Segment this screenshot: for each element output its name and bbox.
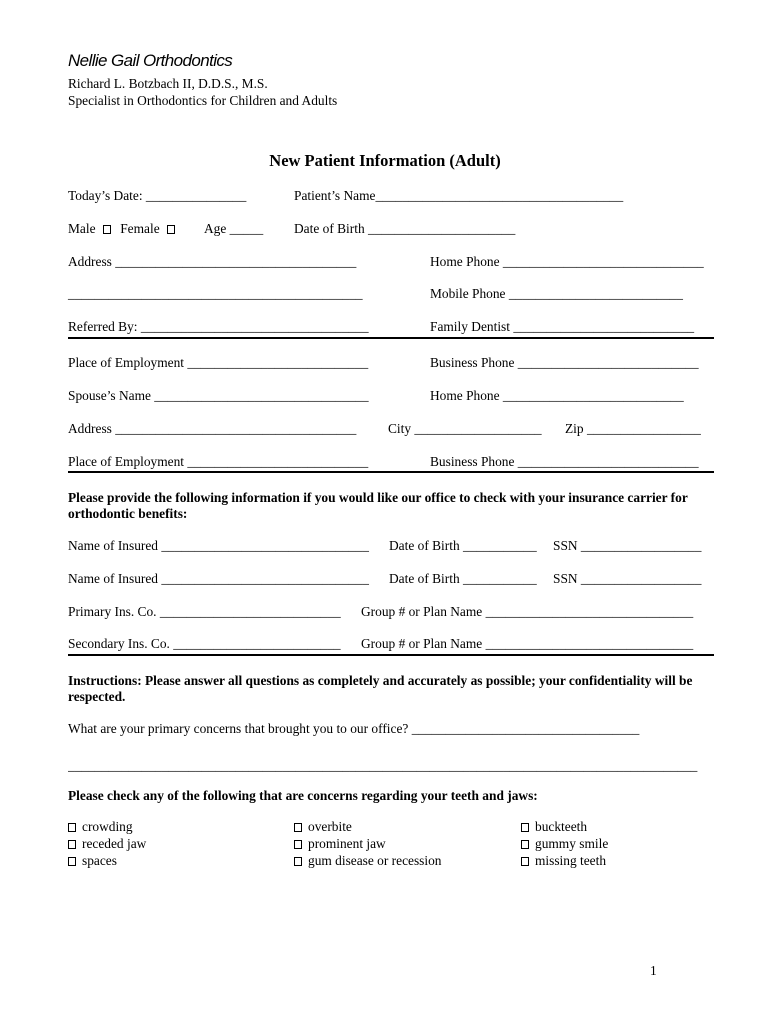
checkbox-icon[interactable] (521, 823, 529, 832)
checkbox-icon[interactable] (68, 857, 76, 866)
female-checkbox[interactable] (167, 225, 175, 234)
section-divider (68, 337, 714, 339)
name-of-insured-2-field[interactable]: Name of Insured _______________________________ (68, 571, 369, 586)
checkbox-icon[interactable] (68, 840, 76, 849)
age-field[interactable]: Age _____ (204, 221, 264, 236)
insurance-intro: Please provide the following information if you would like our office to check with your insurance carrier for orthodontic benefits: (68, 490, 688, 521)
concern-option-gummy-smile[interactable]: gummy smile (521, 836, 608, 852)
zip-field[interactable]: Zip _________________ (565, 421, 701, 436)
concern-option-missing-teeth[interactable]: missing teeth (521, 853, 606, 869)
todays-date-field[interactable]: Today’s Date: _______________ (68, 188, 247, 203)
primary-concerns-field[interactable]: What are your primary concerns that brought you to our office? __________________________________ (68, 721, 640, 736)
spouse-home-phone-field[interactable]: Home Phone ___________________________ (430, 388, 684, 403)
home-phone-field[interactable]: Home Phone ______________________________ (430, 254, 704, 269)
spouse-business-phone-field[interactable]: Business Phone ___________________________ (430, 454, 699, 469)
patients-name-field[interactable]: Patient’s Name_____________________________________ (294, 188, 624, 203)
specialty: Specialist in Orthodontics for Children and Adults (68, 93, 338, 108)
city-field[interactable]: City ___________________ (388, 421, 542, 436)
concern-option-prominent-jaw[interactable]: prominent jaw (294, 836, 386, 852)
gender-male[interactable] (68, 221, 181, 237)
family-dentist-field[interactable]: Family Dentist ___________________________ (430, 319, 695, 334)
mobile-phone-field[interactable]: Mobile Phone __________________________ (430, 286, 683, 301)
business-phone-field[interactable]: Business Phone ___________________________ (430, 355, 699, 370)
address-field[interactable]: Address ____________________________________ (68, 254, 357, 269)
concern-option-spaces[interactable]: spaces (68, 853, 117, 869)
section-divider (68, 654, 714, 656)
primary-ins-field[interactable]: Primary Ins. Co. ___________________________ (68, 604, 341, 619)
address-line2-field[interactable]: ____________________________________________ (68, 286, 363, 301)
name-of-insured-1-field[interactable]: Name of Insured _______________________________ (68, 538, 369, 553)
spouse-address-field[interactable]: Address ____________________________________ (68, 421, 357, 436)
form-title: New Patient Information (Adult) (269, 151, 501, 170)
insured-1-dob-field[interactable]: Date of Birth ___________ (389, 538, 537, 553)
place-of-employment-field[interactable]: Place of Employment ___________________________ (68, 355, 369, 370)
male-checkbox[interactable] (103, 225, 111, 234)
checkbox-icon[interactable] (294, 840, 302, 849)
insured-1-ssn-field[interactable]: SSN __________________ (553, 538, 702, 553)
group-plan-1-field[interactable]: Group # or Plan Name _______________________________ (361, 604, 694, 619)
doctor-name: Richard L. Botzbach II, D.D.S., M.S. (68, 76, 268, 91)
instructions-text: Instructions: Please answer all questions as completely and accurately as possible; your confidentiality will be respected. (68, 673, 693, 704)
checkbox-icon[interactable] (294, 823, 302, 832)
concern-option-overbite[interactable]: overbite (294, 819, 352, 835)
insured-2-ssn-field[interactable]: SSN __________________ (553, 571, 702, 586)
page-number: 1 (650, 963, 657, 978)
date-of-birth-field[interactable]: Date of Birth ______________________ (294, 221, 516, 236)
checkbox-icon[interactable] (294, 857, 302, 866)
insured-2-dob-field[interactable]: Date of Birth ___________ (389, 571, 537, 586)
referred-by-field[interactable]: Referred By: __________________________________ (68, 319, 369, 334)
concerns-blank-line[interactable]: ______________________________________________________________________________________________ (68, 758, 698, 773)
checkbox-icon[interactable] (521, 840, 529, 849)
section-divider (68, 471, 714, 473)
female-label: Female (120, 221, 160, 236)
concerns-heading: Please check any of the following that are concerns regarding your teeth and jaws: (68, 788, 538, 803)
checkbox-icon[interactable] (521, 857, 529, 866)
practice-name: Nellie Gail Orthodontics (68, 51, 233, 70)
concern-option-crowding[interactable]: crowding (68, 819, 133, 835)
male-label: Male (68, 221, 96, 236)
checkbox-icon[interactable] (68, 823, 76, 832)
spouses-name-field[interactable]: Spouse’s Name ________________________________ (68, 388, 369, 403)
concern-option-gum-disease[interactable]: gum disease or recession (294, 853, 442, 869)
spouse-employment-field[interactable]: Place of Employment ___________________________ (68, 454, 369, 469)
group-plan-2-field[interactable]: Group # or Plan Name _______________________________ (361, 636, 694, 651)
concern-option-buckteeth[interactable]: buckteeth (521, 819, 587, 835)
secondary-ins-field[interactable]: Secondary Ins. Co. _________________________ (68, 636, 341, 651)
concern-option-receded-jaw[interactable]: receded jaw (68, 836, 146, 852)
